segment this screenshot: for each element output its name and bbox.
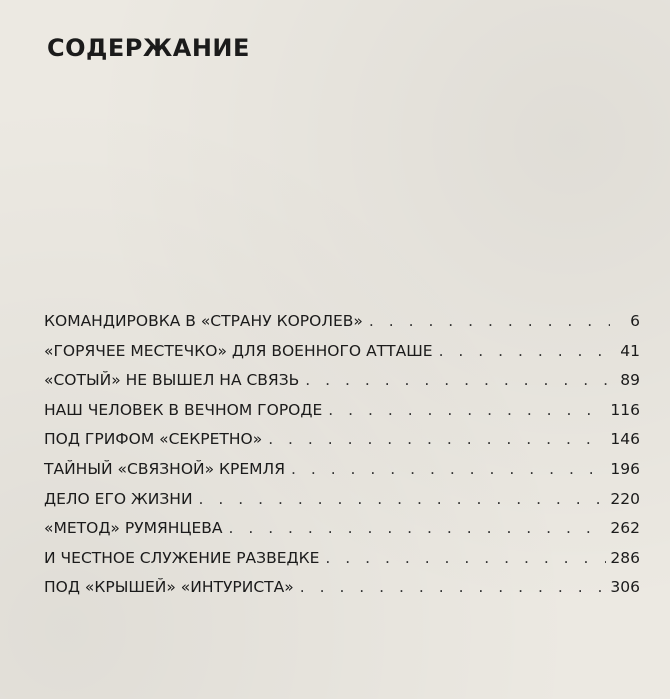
toc-entry-title: ПОД ГРИФОМ «СЕКРЕТНО» <box>44 430 263 449</box>
toc-entry <box>44 401 640 431</box>
table-of-contents <box>44 312 640 608</box>
toc-entry-title: НАШ ЧЕЛОВЕК В ВЕЧНОМ ГОРОДЕ <box>44 400 323 419</box>
toc-entry <box>44 342 640 372</box>
toc-entry-page: 220 <box>610 489 640 508</box>
toc-entry-page: 41 <box>620 341 640 360</box>
toc-entry-title: И ЧЕСТНОЕ СЛУЖЕНИЕ РАЗВЕДКЕ <box>44 548 320 567</box>
toc-entry <box>44 312 640 342</box>
dot-leader <box>291 460 606 478</box>
toc-entry-title: ПОД «КРЫШЕЙ» «ИНТУРИСТА» <box>44 578 294 597</box>
dot-leader <box>439 342 610 360</box>
toc-entry <box>44 519 640 549</box>
dot-leader <box>305 371 610 389</box>
dot-leader <box>369 312 610 330</box>
toc-entry-title: «ГОРЯЧЕЕ МЕСТЕЧКО» ДЛЯ ВОЕННОГО АТТАШЕ <box>44 341 433 360</box>
dot-leader <box>325 549 606 567</box>
toc-entry <box>44 460 640 490</box>
toc-entry-title: «МЕТОД» РУМЯНЦЕВА <box>44 519 223 538</box>
toc-entry-page: 6 <box>630 312 640 330</box>
toc-entry-title: КОМАНДИРОВКА В «СТРАНУ КОРОЛЕВ» <box>44 312 363 330</box>
page-title: СОДЕРЖАНИЕ <box>47 34 250 62</box>
dot-leader <box>328 401 606 419</box>
toc-entry <box>44 549 640 579</box>
toc-entry <box>44 371 640 401</box>
toc-entry-title: ДЕЛО ЕГО ЖИЗНИ <box>44 489 193 508</box>
toc-entry-title: ТАЙНЫЙ «СВЯЗНОЙ» КРЕМЛЯ <box>44 459 285 478</box>
toc-entry-page: 116 <box>610 400 640 419</box>
toc-entry-page: 196 <box>610 459 640 478</box>
toc-entry <box>44 578 640 608</box>
toc-entry <box>44 430 640 460</box>
dot-leader <box>268 430 606 448</box>
toc-entry-page: 262 <box>610 519 640 538</box>
toc-entry-title: «СОТЫЙ» НЕ ВЫШЕЛ НА СВЯЗЬ <box>44 371 300 390</box>
dot-leader <box>229 519 607 537</box>
toc-entry-page: 306 <box>610 578 640 597</box>
dot-leader <box>300 578 607 596</box>
toc-entry-page: 286 <box>610 548 640 567</box>
toc-entry <box>44 490 640 520</box>
dot-leader <box>199 490 607 508</box>
toc-entry-page: 146 <box>610 430 640 449</box>
toc-entry-page: 89 <box>620 371 640 390</box>
